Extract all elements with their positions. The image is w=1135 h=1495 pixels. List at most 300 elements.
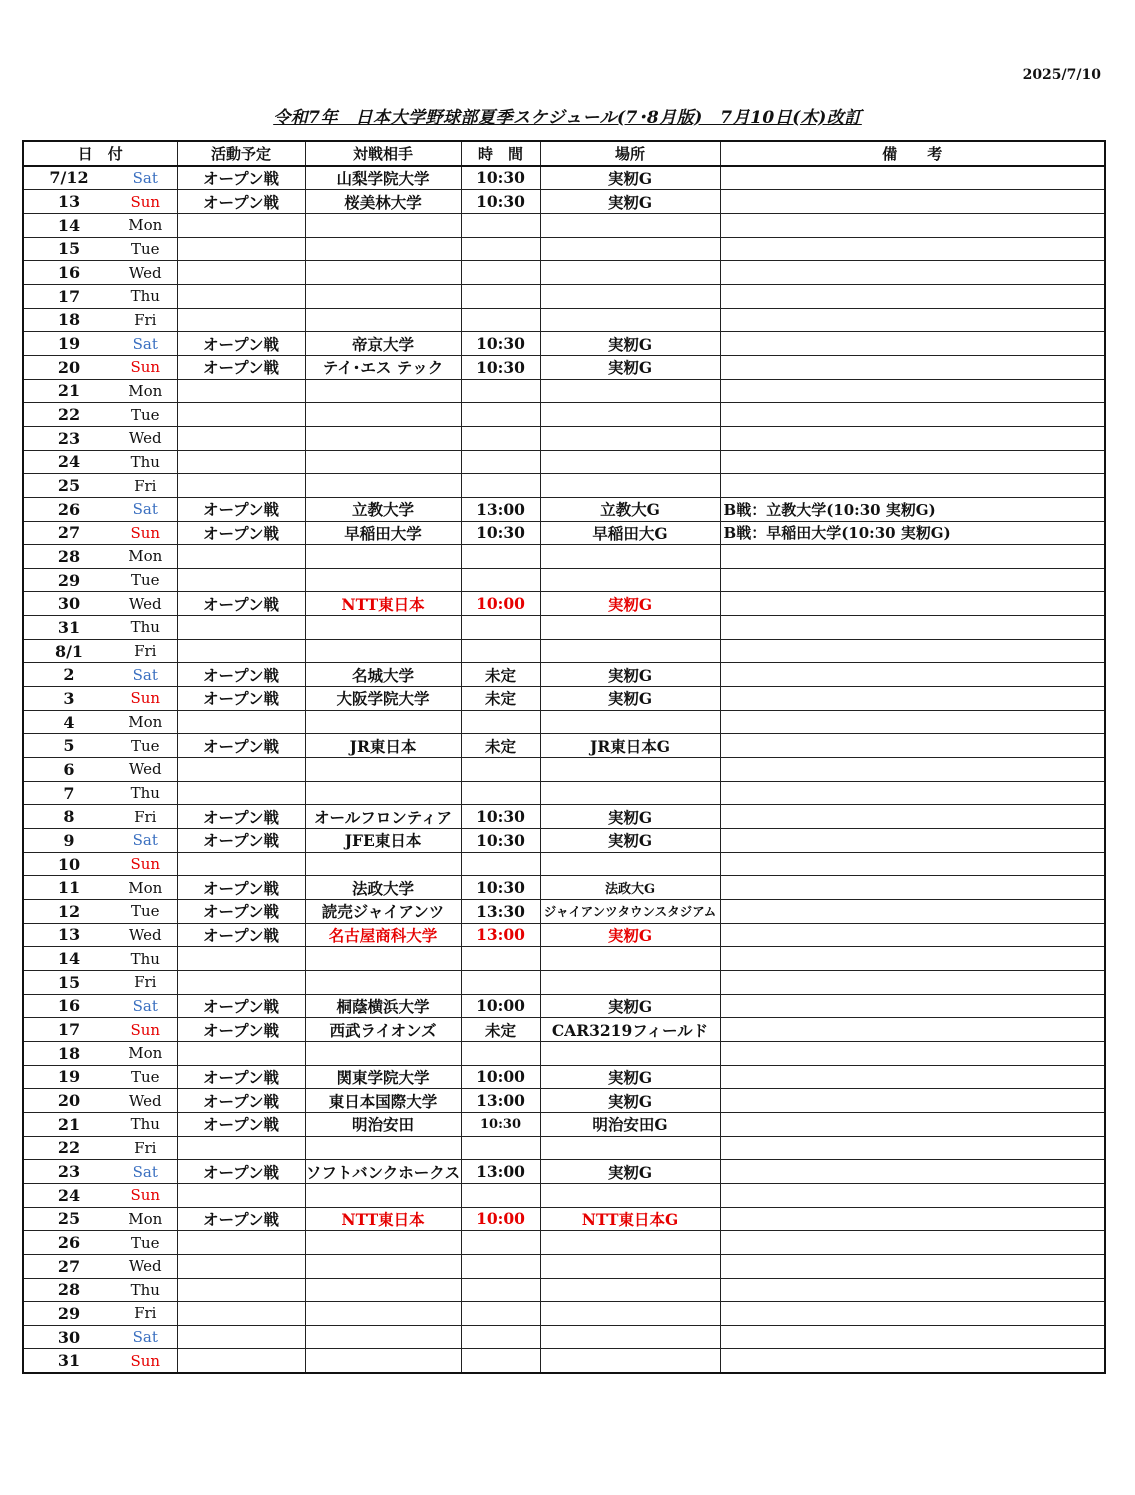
cell-remarks [720,1207,1105,1231]
cell-day: Mon [114,1207,177,1231]
cell-remarks [720,592,1105,616]
table-row [23,900,1105,924]
cell-place: 実籾G [540,687,720,711]
cell-opponent: 山梨学院大学 [305,166,461,190]
table-row [23,734,1105,758]
cell-day: Tue [114,568,177,592]
cell-day: Sun [114,1018,177,1042]
table-row [23,450,1105,474]
cell-day: Tue [114,734,177,758]
cell-date: 23 [23,1160,114,1184]
cell-place [540,284,720,308]
cell-place [540,616,720,640]
cell-place: 実籾G [540,355,720,379]
table-row [23,1065,1105,1089]
cell-date: 18 [23,308,114,332]
cell-opponent [305,284,461,308]
cell-remarks [720,1302,1105,1326]
cell-place: 実籾G [540,923,720,947]
cell-date: 16 [23,994,114,1018]
cell-opponent [305,403,461,427]
cell-opponent [305,568,461,592]
table-row [23,1254,1105,1278]
cell-remarks [720,663,1105,687]
cell-time [461,568,540,592]
cell-date: 31 [23,616,114,640]
schedule-body [23,166,1105,1373]
table-row [23,1112,1105,1136]
cell-activity: オープン戦 [177,1065,305,1089]
cell-activity [177,852,305,876]
cell-place: 実籾G [540,1089,720,1113]
cell-date: 22 [23,1136,114,1160]
cell-place [540,213,720,237]
cell-time [461,213,540,237]
cell-activity [177,284,305,308]
cell-time [461,947,540,971]
cell-place [540,1136,720,1160]
cell-day: Wed [114,426,177,450]
cell-opponent [305,1278,461,1302]
cell-time [461,852,540,876]
cell-place: 法政大G [540,876,720,900]
cell-remarks [720,1160,1105,1184]
cell-opponent: NTT東日本 [305,592,461,616]
cell-day: Sat [114,663,177,687]
cell-remarks [720,616,1105,640]
cell-day: Sun [114,355,177,379]
table-row [23,166,1105,190]
cell-date: 19 [23,332,114,356]
cell-activity [177,1136,305,1160]
cell-place: NTT東日本G [540,1207,720,1231]
cell-time: 10:00 [461,1065,540,1089]
cell-activity [177,237,305,261]
cell-activity: オープン戦 [177,876,305,900]
cell-date: 26 [23,1231,114,1255]
cell-place: 実籾G [540,805,720,829]
cell-date: 23 [23,426,114,450]
cell-place: 実籾G [540,190,720,214]
cell-opponent: 東日本国際大学 [305,1089,461,1113]
cell-remarks: B戦：立教大学(10:30 実籾G) [720,497,1105,521]
table-row [23,1207,1105,1231]
cell-activity: オープン戦 [177,1018,305,1042]
cell-activity [177,379,305,403]
cell-time [461,1302,540,1326]
cell-opponent [305,852,461,876]
cell-opponent [305,426,461,450]
cell-activity: オープン戦 [177,994,305,1018]
cell-place: 実籾G [540,829,720,853]
cell-day: Thu [114,450,177,474]
cell-date: 17 [23,1018,114,1042]
cell-remarks [720,758,1105,782]
cell-place [540,639,720,663]
cell-day: Wed [114,592,177,616]
cell-date: 20 [23,355,114,379]
table-row [23,710,1105,734]
cell-day: Tue [114,1065,177,1089]
header-activity: 活動予定 [177,141,305,166]
cell-date: 24 [23,450,114,474]
cell-opponent: 西武ライオンズ [305,1018,461,1042]
cell-time [461,1183,540,1207]
cell-day: Sat [114,994,177,1018]
cell-place [540,1325,720,1349]
table-header-row [23,141,1105,166]
cell-day: Mon [114,379,177,403]
cell-opponent [305,970,461,994]
cell-time [461,1254,540,1278]
table-row [23,1349,1105,1373]
cell-remarks [720,1065,1105,1089]
cell-remarks [720,1018,1105,1042]
cell-time [461,781,540,805]
cell-remarks [720,876,1105,900]
cell-date: 21 [23,379,114,403]
table-row [23,616,1105,640]
cell-date: 6 [23,758,114,782]
cell-date: 31 [23,1349,114,1373]
header-opponent: 対戦相手 [305,141,461,166]
table-row [23,1325,1105,1349]
cell-opponent [305,545,461,569]
cell-day: Wed [114,261,177,285]
cell-date: 27 [23,1254,114,1278]
cell-date: 2 [23,663,114,687]
cell-remarks [720,970,1105,994]
cell-day: Mon [114,710,177,734]
cell-time [461,261,540,285]
cell-time: 10:30 [461,332,540,356]
cell-time [461,1349,540,1373]
cell-opponent: 名古屋商科大学 [305,923,461,947]
cell-opponent [305,450,461,474]
cell-remarks [720,450,1105,474]
cell-remarks [720,852,1105,876]
cell-place [540,237,720,261]
cell-time [461,1325,540,1349]
cell-opponent [305,1349,461,1373]
table-row [23,332,1105,356]
cell-date: 17 [23,284,114,308]
table-row [23,1302,1105,1326]
cell-date: 15 [23,237,114,261]
cell-remarks [720,355,1105,379]
cell-remarks [720,829,1105,853]
cell-remarks [720,545,1105,569]
cell-opponent: 関東学院大学 [305,1065,461,1089]
cell-remarks [720,1089,1105,1113]
cell-place: 実籾G [540,1160,720,1184]
cell-time [461,1041,540,1065]
cell-activity [177,308,305,332]
table-row [23,687,1105,711]
cell-place [540,379,720,403]
cell-place [540,1231,720,1255]
cell-remarks: B戦：早稲田大学(10:30 実籾G) [720,521,1105,545]
cell-remarks [720,947,1105,971]
cell-place: 実籾G [540,592,720,616]
cell-date: 30 [23,592,114,616]
table-row [23,1231,1105,1255]
cell-opponent [305,616,461,640]
cell-day: Sun [114,1349,177,1373]
cell-activity [177,1349,305,1373]
cell-date: 5 [23,734,114,758]
cell-activity [177,616,305,640]
document-date: 2025/7/10 [1022,67,1101,83]
header-remarks: 備 考 [720,141,1105,166]
cell-opponent [305,1041,461,1065]
cell-time: 未定 [461,687,540,711]
cell-time: 10:30 [461,190,540,214]
cell-activity: オープン戦 [177,829,305,853]
cell-opponent [305,1231,461,1255]
cell-place: 実籾G [540,332,720,356]
cell-date: 14 [23,947,114,971]
cell-time [461,237,540,261]
cell-day: Wed [114,758,177,782]
cell-place [540,403,720,427]
page-title-text: 令和7年 日本大学野球部夏季スケジュール(7･8月版) 7月10日(木)改訂 [273,108,862,128]
cell-activity [177,1278,305,1302]
cell-remarks [720,261,1105,285]
cell-opponent [305,1136,461,1160]
cell-time [461,474,540,498]
cell-activity [177,781,305,805]
cell-opponent: 早稲田大学 [305,521,461,545]
cell-date: 21 [23,1112,114,1136]
table-row [23,852,1105,876]
cell-place [540,781,720,805]
cell-activity [177,426,305,450]
cell-day: Fri [114,805,177,829]
cell-date: 29 [23,568,114,592]
table-row [23,1041,1105,1065]
cell-remarks [720,1231,1105,1255]
cell-activity: オープン戦 [177,166,305,190]
cell-time [461,758,540,782]
table-row [23,970,1105,994]
cell-activity: オープン戦 [177,332,305,356]
cell-date: 16 [23,261,114,285]
cell-activity [177,970,305,994]
cell-time [461,1231,540,1255]
cell-remarks [720,639,1105,663]
cell-date: 20 [23,1089,114,1113]
cell-day: Thu [114,284,177,308]
cell-remarks [720,710,1105,734]
cell-day: Fri [114,639,177,663]
table-row [23,355,1105,379]
cell-remarks [720,474,1105,498]
cell-activity [177,1041,305,1065]
cell-day: Sat [114,332,177,356]
cell-place [540,710,720,734]
table-row [23,829,1105,853]
cell-place [540,261,720,285]
cell-activity: オープン戦 [177,687,305,711]
cell-time: 13:00 [461,497,540,521]
cell-date: 15 [23,970,114,994]
cell-place [540,308,720,332]
cell-activity: オープン戦 [177,190,305,214]
table-row [23,663,1105,687]
cell-time [461,1136,540,1160]
cell-activity: オープン戦 [177,355,305,379]
table-row [23,947,1105,971]
cell-date: 28 [23,545,114,569]
cell-place: 実籾G [540,166,720,190]
cell-day: Thu [114,781,177,805]
cell-date: 8/1 [23,639,114,663]
cell-opponent: 大阪学院大学 [305,687,461,711]
cell-place [540,758,720,782]
cell-place [540,1278,720,1302]
cell-day: Thu [114,616,177,640]
cell-time [461,545,540,569]
cell-remarks [720,1325,1105,1349]
header-date: 日 付 [23,141,177,166]
cell-date: 4 [23,710,114,734]
cell-activity: オープン戦 [177,497,305,521]
cell-date: 7 [23,781,114,805]
cell-opponent: NTT東日本 [305,1207,461,1231]
cell-time [461,308,540,332]
schedule-table [22,140,1106,1374]
cell-remarks [720,805,1105,829]
cell-day: Fri [114,1136,177,1160]
cell-remarks [720,379,1105,403]
table-row [23,497,1105,521]
table-row [23,923,1105,947]
cell-remarks [720,1041,1105,1065]
cell-time: 13:00 [461,1160,540,1184]
header-time: 時 間 [461,141,540,166]
cell-remarks [720,426,1105,450]
header-place: 場所 [540,141,720,166]
cell-place [540,1254,720,1278]
cell-time: 13:00 [461,1089,540,1113]
cell-time: 10:00 [461,1207,540,1231]
cell-day: Sun [114,521,177,545]
cell-activity [177,450,305,474]
table-row [23,261,1105,285]
page-title [0,103,1135,128]
cell-time [461,639,540,663]
cell-remarks [720,781,1105,805]
cell-remarks [720,994,1105,1018]
cell-opponent: 帝京大学 [305,332,461,356]
cell-place [540,1302,720,1326]
cell-time [461,1278,540,1302]
table-row [23,474,1105,498]
cell-day: Tue [114,237,177,261]
cell-activity: オープン戦 [177,1207,305,1231]
cell-opponent [305,261,461,285]
cell-activity [177,568,305,592]
table-row [23,213,1105,237]
cell-place: 明治安田G [540,1112,720,1136]
cell-day: Sun [114,852,177,876]
cell-remarks [720,403,1105,427]
cell-activity: オープン戦 [177,1160,305,1184]
cell-day: Sat [114,829,177,853]
cell-date: 10 [23,852,114,876]
cell-day: Sat [114,1325,177,1349]
cell-opponent [305,308,461,332]
cell-place [540,1041,720,1065]
cell-opponent: 立教大学 [305,497,461,521]
cell-day: Sat [114,166,177,190]
cell-day: Thu [114,947,177,971]
cell-place [540,1349,720,1373]
cell-activity [177,758,305,782]
cell-time: 13:30 [461,900,540,924]
cell-day: Fri [114,1302,177,1326]
table-row [23,1018,1105,1042]
cell-time [461,710,540,734]
cell-time [461,970,540,994]
table-row [23,1136,1105,1160]
cell-day: Sun [114,687,177,711]
cell-opponent [305,474,461,498]
table-row [23,876,1105,900]
table-row [23,994,1105,1018]
cell-time: 10:30 [461,355,540,379]
cell-activity: オープン戦 [177,1089,305,1113]
cell-day: Fri [114,970,177,994]
cell-day: Sun [114,1183,177,1207]
cell-opponent: 法政大学 [305,876,461,900]
table-row [23,1278,1105,1302]
cell-opponent [305,758,461,782]
cell-activity: オープン戦 [177,521,305,545]
cell-date: 9 [23,829,114,853]
cell-opponent [305,213,461,237]
cell-date: 8 [23,805,114,829]
cell-opponent: 読売ジャイアンツ [305,900,461,924]
cell-date: 25 [23,474,114,498]
cell-remarks [720,1349,1105,1373]
cell-opponent: 名城大学 [305,663,461,687]
cell-remarks [720,1136,1105,1160]
cell-activity [177,213,305,237]
cell-time: 10:30 [461,1112,540,1136]
cell-date: 30 [23,1325,114,1349]
cell-time: 未定 [461,734,540,758]
cell-date: 24 [23,1183,114,1207]
cell-activity [177,947,305,971]
table-row [23,426,1105,450]
cell-opponent: 明治安田 [305,1112,461,1136]
cell-date: 12 [23,900,114,924]
cell-day: Wed [114,1254,177,1278]
cell-remarks [720,213,1105,237]
cell-day: Fri [114,308,177,332]
cell-opponent: JFE東日本 [305,829,461,853]
cell-time: 10:30 [461,166,540,190]
cell-day: Mon [114,1041,177,1065]
cell-opponent: オールフロンティア [305,805,461,829]
cell-date: 18 [23,1041,114,1065]
cell-time [461,426,540,450]
cell-opponent [305,1254,461,1278]
cell-activity [177,1254,305,1278]
cell-activity: オープン戦 [177,805,305,829]
